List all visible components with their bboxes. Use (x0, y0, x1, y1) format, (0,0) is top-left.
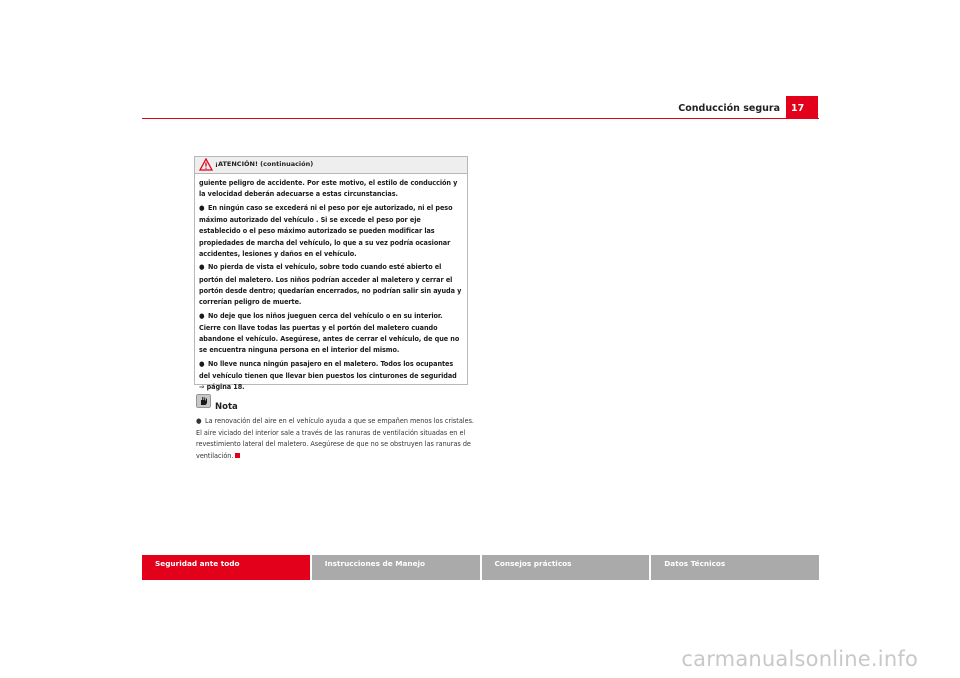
page-reference-link[interactable]: página 18. (206, 382, 245, 392)
warning-bullet: ● No pierda de vista el vehículo, sobre todo cuando esté abierto el portón del maletero. Los niños podrían acceder al maletero y cerrar el portón desde dentro; quedarían encerrados, no podrían salir sin ayuda y correrían peligro de muerte. (199, 262, 462, 307)
warning-bullet: ● En ningún caso se excederá ni el peso por eje autorizado, ni el peso máximo autorizado del vehículo . Si se excede el peso por eje establecido o el peso máximo autorizado se pueden modificar las propiedades de marcha del vehículo, lo que a su vez podría ocasionar accidentes, lesiones y daños en el vehículo. (199, 202, 453, 258)
arrow-icon: ⇒ (199, 382, 205, 392)
tab-seguridad[interactable]: Seguridad ante todo (142, 555, 310, 580)
note-body (196, 415, 474, 461)
note-heading: Nota (215, 402, 238, 412)
warning-header (195, 157, 467, 174)
page-number: 17 (786, 96, 818, 118)
tab-datos-tecnicos[interactable]: Datos Técnicos (651, 555, 819, 580)
watermark-text: carmanualsonline.info (681, 647, 918, 671)
bullet-icon: ● (199, 311, 205, 320)
header-rule (142, 118, 819, 119)
warning-box (194, 156, 468, 392)
tab-consejos[interactable]: Consejos prácticos (482, 555, 650, 580)
warning-bullet: ● No deje que los niños jueguen cerca del vehículo o en su interior. Cierre con llave todas las puertas y el portón del maletero cuando abandone el vehículo. Asegúrese, antes de cerrar el vehículo, de que no se encuentra ninguna persona en el interior del mismo. (199, 310, 460, 355)
section-title: Conducción segura (678, 103, 780, 114)
tab-instrucciones[interactable]: Instrucciones de Manejo (312, 555, 480, 580)
bullet-icon: ● (199, 263, 205, 272)
end-of-section-marker (235, 453, 240, 458)
warning-triangle-icon (199, 158, 213, 171)
footer-navigation (142, 555, 819, 580)
warning-bullet: ● No lleve nunca ningún pasajero en el maletero. Todos los ocupantes del vehículo tienen que llevar bien puestos los cinturones de seguridad ⇒ página 18. (199, 359, 457, 392)
note-hand-icon (196, 394, 211, 408)
warning-title: ¡ATENCIÓN! (continuación) (215, 160, 314, 168)
warning-body (195, 174, 467, 393)
bullet-icon: ● (196, 417, 202, 425)
bullet-icon: ● (199, 360, 205, 369)
bullet-icon: ● (199, 203, 205, 212)
warning-intro: guiente peligro de accidente. Por este motivo, el estilo de conducción y la velocidad deberán adecuarse a estas circunstancias. (199, 178, 458, 199)
note-text: La renovación del aire en el vehículo ayuda a que se empañen menos los cristales. El aire viciado del interior sale a través de las ranuras de ventilación situadas en el revestimiento lateral del maletero. Asegúrese de que no se obstruyen las ranuras de ventilación. (196, 416, 474, 460)
